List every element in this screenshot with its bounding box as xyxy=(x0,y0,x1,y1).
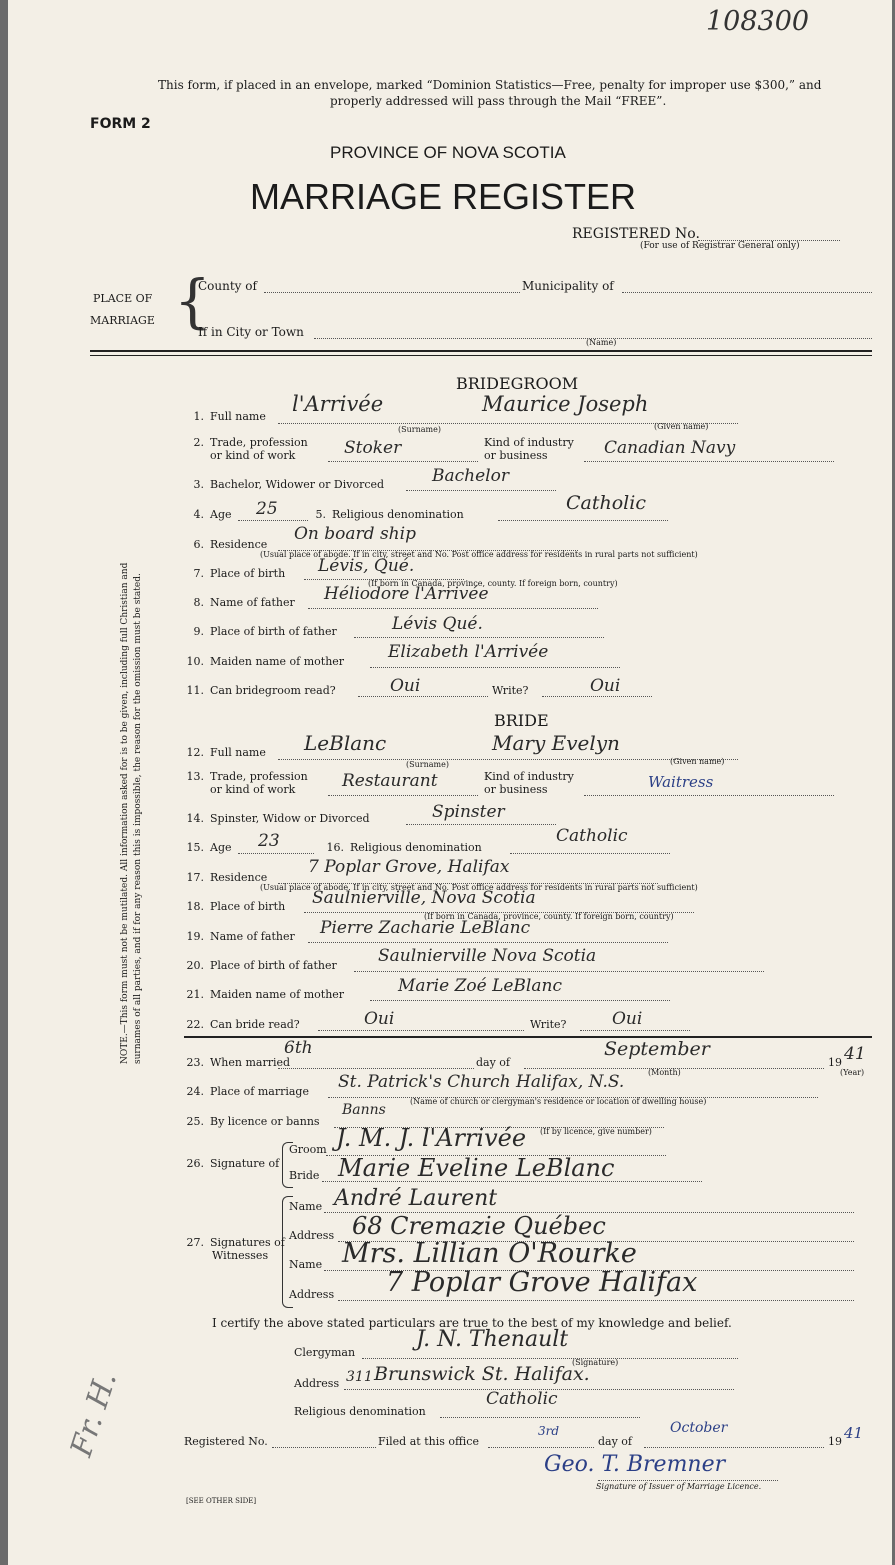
groom-sig-label: Groom xyxy=(289,1143,327,1156)
when-year-prefix: 19 xyxy=(828,1056,842,1069)
licence-label: 25. By licence or banns xyxy=(186,1115,320,1128)
bride-birth: Saulnierville, Nova Scotia xyxy=(312,888,536,908)
witness1-name-label: Name xyxy=(289,1200,323,1213)
bride-given-name: Mary Evelyn xyxy=(492,731,620,755)
bride-trade: Restaurant xyxy=(342,771,438,791)
bride-sig-label: Bride xyxy=(289,1169,320,1182)
bride-write: Oui xyxy=(612,1009,643,1029)
place-brace: { xyxy=(174,267,211,335)
bride-religion: Catholic xyxy=(556,826,628,846)
clergy-sig-caption: (Signature) xyxy=(572,1358,619,1367)
bride-father-label: 19. Name of father xyxy=(186,930,295,943)
bride-residence: 7 Poplar Grove, Halifax xyxy=(308,857,510,877)
city-label: If in City or Town xyxy=(198,325,304,339)
marriage-month: September xyxy=(604,1038,710,1060)
side-note-line-1: NOTE.—This form must not be mutilated. All information asked for is to be given, including full Christian and xyxy=(120,562,130,1064)
groom-status: Bachelor xyxy=(432,466,509,486)
groom-father-birth: Lévis Qué. xyxy=(392,614,483,634)
footer-see-other-side: [SEE OTHER SIDE] xyxy=(186,1497,257,1505)
bride-residence-caption: (Usual place of abode. If in city, street and No. Post office address for residents in rural parts not sufficient) xyxy=(260,883,698,892)
place-label-1: PLACE OF xyxy=(93,292,153,305)
bride-father-birth: Saulnierville Nova Scotia xyxy=(378,946,597,966)
filed-year: 41 xyxy=(844,1424,864,1442)
bride-father-birth-label: 20. Place of birth of father xyxy=(186,959,337,972)
bride-read: Oui xyxy=(364,1009,395,1029)
bride-religion-label: 16. Religious denomination xyxy=(326,841,482,854)
bride-father: Pierre Zacharie LeBlanc xyxy=(320,918,531,938)
groom-read-label: 11. Can bridegroom read? xyxy=(186,684,336,697)
clergyman-label: Clergyman xyxy=(294,1346,356,1359)
clergy-religion-label: Religious denomination xyxy=(294,1405,426,1418)
bride-birth-label: 18. Place of birth xyxy=(186,900,286,913)
bride-status-label: 14. Spinster, Widow or Divorced xyxy=(186,812,370,825)
groom-father-label: 8. Name of father xyxy=(193,596,295,609)
witness2-name: Mrs. Lillian O'Rourke xyxy=(342,1238,637,1269)
clergyman-signature: J. N. Thenault xyxy=(416,1327,569,1352)
year-caption: (Year) xyxy=(840,1068,865,1077)
groom-mother-label: 10. Maiden name of mother xyxy=(186,655,345,668)
groom-given-caption: (Given name) xyxy=(654,422,709,431)
marriage-register-form xyxy=(8,0,892,1565)
place-of-marriage-label: 24. Place of marriage xyxy=(186,1085,309,1098)
margin-mark: Fr. H. xyxy=(64,1367,125,1461)
clergy-address-number: 311 xyxy=(346,1369,373,1385)
province-heading: PROVINCE OF NOVA SCOTIA xyxy=(330,143,566,162)
groom-residence-caption: (Usual place of abode. If in city, street and No. Post office address for residents in rural parts not sufficient) xyxy=(260,550,698,559)
bride-heading: BRIDE xyxy=(494,711,549,730)
side-note-line-2: surnames of all parties, and if for any reason this is impossible, the reason for the omission must be stated. xyxy=(133,573,143,1064)
notice-line-2: properly addressed will pass through the Mail “FREE”. xyxy=(330,94,667,108)
certify-statement: I certify the above stated particulars are true to the best of my knowledge and belief. xyxy=(212,1316,732,1330)
groom-mother: Elizabeth l'Arrivée xyxy=(388,642,549,662)
name-caption: (Name) xyxy=(586,338,617,347)
municipality-label: Municipality of xyxy=(522,279,614,293)
groom-religion: Catholic xyxy=(566,492,646,514)
marriage-year: 41 xyxy=(844,1044,866,1064)
issuer-signature: Geo. T. Bremner xyxy=(544,1452,726,1477)
bride-age: 23 xyxy=(258,831,280,851)
witness1-address: 68 Cremazie Québec xyxy=(352,1212,606,1240)
witness2-address: 7 Poplar Grove Halifax xyxy=(386,1267,698,1298)
groom-signature: J. M. J. l'Arrivée xyxy=(336,1124,527,1152)
groom-age-label: 4. Age xyxy=(193,508,232,521)
groom-industry-label-b: or business xyxy=(484,449,548,462)
registered-no-label: Registered No. xyxy=(184,1435,268,1448)
groom-residence: On board ship xyxy=(294,524,416,544)
filed-day: 3rd xyxy=(538,1424,560,1438)
groom-birth-caption: (If born in Canada, province, county. If foreign born, country) xyxy=(368,579,618,588)
witness1-name: André Laurent xyxy=(334,1186,498,1211)
licence-caption: (If by licence, give number) xyxy=(540,1127,652,1136)
bride-signature: Marie Eveline LeBlanc xyxy=(338,1154,615,1182)
registered-note: (For use of Registrar General only) xyxy=(640,241,800,251)
place-caption: (Name of church or clergyman's residence or location of dwelling house) xyxy=(410,1097,707,1106)
groom-full-name-label: 1. Full name xyxy=(193,410,266,423)
signature-of-label: 26. Signature of xyxy=(186,1157,280,1170)
when-day-of: day of xyxy=(476,1056,511,1069)
bride-given-caption: (Given name) xyxy=(670,757,725,766)
clergy-religion: Catholic xyxy=(486,1389,558,1409)
witness1-address-label: Address xyxy=(289,1229,335,1242)
groom-age: 25 xyxy=(256,499,278,519)
clergy-address: Brunswick St. Halifax. xyxy=(374,1363,590,1385)
groom-surname: l'Arrivée xyxy=(292,392,384,416)
filed-year-prefix: 19 xyxy=(828,1435,842,1448)
bride-status: Spinster xyxy=(432,802,505,822)
bride-read-label: 22. Can bride read? xyxy=(186,1018,300,1031)
bride-mother: Marie Zoé LeBlanc xyxy=(398,976,562,996)
place-label-2: MARRIAGE xyxy=(90,314,155,327)
bride-industry-label: Kind of industry xyxy=(484,770,574,783)
bride-surname: LeBlanc xyxy=(304,731,387,755)
county-label: County of xyxy=(198,279,257,293)
groom-father-birth-label: 9. Place of birth of father xyxy=(193,625,337,638)
bride-residence-label: 17. Residence xyxy=(186,871,268,884)
groom-given-name: Maurice Joseph xyxy=(482,392,649,416)
groom-trade: Stoker xyxy=(344,438,402,458)
groom-write-label: Write? xyxy=(492,684,529,697)
groom-status-label: 3. Bachelor, Widower or Divorced xyxy=(193,478,385,491)
groom-trade-label-b: or kind of work xyxy=(210,449,296,462)
groom-religion-label: 5. Religious denomination xyxy=(315,508,464,521)
marriage-day: 6th xyxy=(284,1038,313,1058)
groom-industry: Canadian Navy xyxy=(604,438,736,458)
issuer-caption: Signature of Issuer of Marriage Licence. xyxy=(596,1482,762,1491)
bride-birth-caption: (If born in Canada, province, county. If foreign born, country) xyxy=(424,912,674,921)
marriage-place: St. Patrick's Church Halifax, N.S. xyxy=(338,1072,625,1092)
groom-surname-caption: (Surname) xyxy=(398,425,441,434)
filed-day-of: day of xyxy=(598,1435,633,1448)
bride-write-label: Write? xyxy=(530,1018,567,1031)
groom-birth-label: 7. Place of birth xyxy=(193,567,286,580)
bride-industry-label-b: or business xyxy=(484,783,548,796)
bride-surname-caption: (Surname) xyxy=(406,760,449,769)
groom-residence-label: 6. Residence xyxy=(193,538,268,551)
when-married-label: 23. When married xyxy=(186,1056,291,1069)
bride-age-label: 15. Age xyxy=(186,841,232,854)
page-title: MARRIAGE REGISTER xyxy=(250,176,637,217)
groom-trade-label: 2. Trade, profession xyxy=(193,436,308,449)
bride-full-name-label: 12. Full name xyxy=(186,746,266,759)
registered-label: REGISTERED No. xyxy=(572,226,700,242)
filed-label: Filed at this office xyxy=(378,1435,479,1448)
bride-mother-label: 21. Maiden name of mother xyxy=(186,988,345,1001)
groom-read: Oui xyxy=(390,676,421,696)
groom-industry-label: Kind of industry xyxy=(484,436,574,449)
groom-write: Oui xyxy=(590,676,621,696)
archive-number: 108300 xyxy=(706,6,810,37)
witness2-name-label: Name xyxy=(289,1258,323,1271)
month-caption: (Month) xyxy=(648,1068,681,1077)
witnesses-label: 27. Signatures of xyxy=(186,1236,285,1249)
bride-trade-label-b: or kind of work xyxy=(210,783,296,796)
licence-or-banns: Banns xyxy=(342,1102,386,1118)
clergy-address-label: Address xyxy=(294,1377,340,1390)
filed-month: October xyxy=(670,1420,728,1436)
groom-birth: Lévis, Qué. xyxy=(318,556,415,576)
form-label: FORM 2 xyxy=(90,116,151,132)
notice-line-1: This form, if placed in an envelope, marked “Dominion Statistics—Free, penalty for improper use $300,” and xyxy=(158,78,822,92)
bride-trade-label: 13. Trade, profession xyxy=(186,770,308,783)
bride-industry: Waitress xyxy=(648,773,714,791)
witnesses-label-b: Witnesses xyxy=(212,1249,269,1262)
witness2-address-label: Address xyxy=(289,1288,335,1301)
bridegroom-heading: BRIDEGROOM xyxy=(456,374,579,393)
groom-father: Héliodore l'Arrivée xyxy=(324,584,489,604)
